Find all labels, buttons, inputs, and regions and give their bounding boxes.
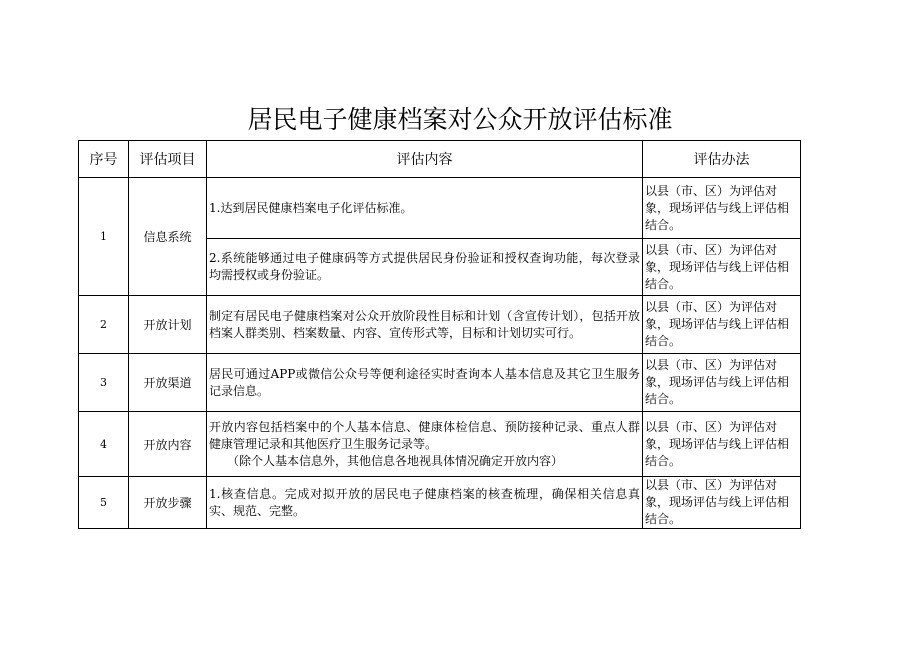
row-content-text: 开放内容包括档案中的个人基本信息、健康体检信息、预防接种记录、重点人群健康管理记录和其他医疗卫生服务记录等。 [209,419,640,451]
table-row [79,354,801,412]
row-method: 以县（市、区）为评估对象，现场评估与线上评估相结合。 [643,296,801,354]
table-row [79,296,801,354]
row-content: 1.达到居民健康档案电子化评估标准。 [207,178,643,239]
row-item: 开放渠道 [129,354,207,412]
header-content: 评估内容 [207,141,643,178]
row-item: 信息系统 [129,178,207,296]
header-item: 评估项目 [129,141,207,178]
row-content-note: （除个人基本信息外，其他信息各地视具体情况确定开放内容） [227,453,564,468]
evaluation-standard-table [78,140,801,529]
row-method: 以县（市、区）为评估对象，现场评估与线上评估相结合。 [643,412,801,477]
row-method: 以县（市、区）为评估对象，现场评估与线上评估相结合。 [643,477,801,529]
document-title: 居民电子健康档案对公众开放评估标准 [247,105,673,134]
row-method: 以县（市、区）为评估对象，现场评估与线上评估相结合。 [643,239,801,296]
row-index: 1 [79,178,129,296]
row-method: 以县（市、区）为评估对象，现场评估与线上评估相结合。 [643,178,801,239]
row-content [207,412,643,477]
table-row [79,412,801,477]
row-content: 制定有居民电子健康档案对公众开放阶段性目标和计划（含宣传计划），包括开放档案人群类别、档案数量、内容、宣传形式等，目标和计划切实可行。 [207,296,643,354]
row-item: 开放内容 [129,412,207,477]
header-method: 评估办法 [643,141,801,178]
row-item: 开放计划 [129,296,207,354]
table-row [79,477,801,529]
row-item: 开放步骤 [129,477,207,529]
header-index: 序号 [79,141,129,178]
row-content: 1.核查信息。完成对拟开放的居民电子健康档案的核查梳理，确保相关信息真实、规范、完整。 [207,477,643,529]
table-header-row [79,141,801,178]
row-index: 4 [79,412,129,477]
row-index: 2 [79,296,129,354]
row-content: 2.系统能够通过电子健康码等方式提供居民身份验证和授权查询功能，每次登录均需授权或身份验证。 [207,239,643,296]
table-row [79,178,801,239]
row-content: 居民可通过APP或微信公众号等便利途径实时查询本人基本信息及其它卫生服务记录信息。 [207,354,643,412]
row-method: 以县（市、区）为评估对象，现场评估与线上评估相结合。 [643,354,801,412]
row-index: 3 [79,354,129,412]
row-index: 5 [79,477,129,529]
